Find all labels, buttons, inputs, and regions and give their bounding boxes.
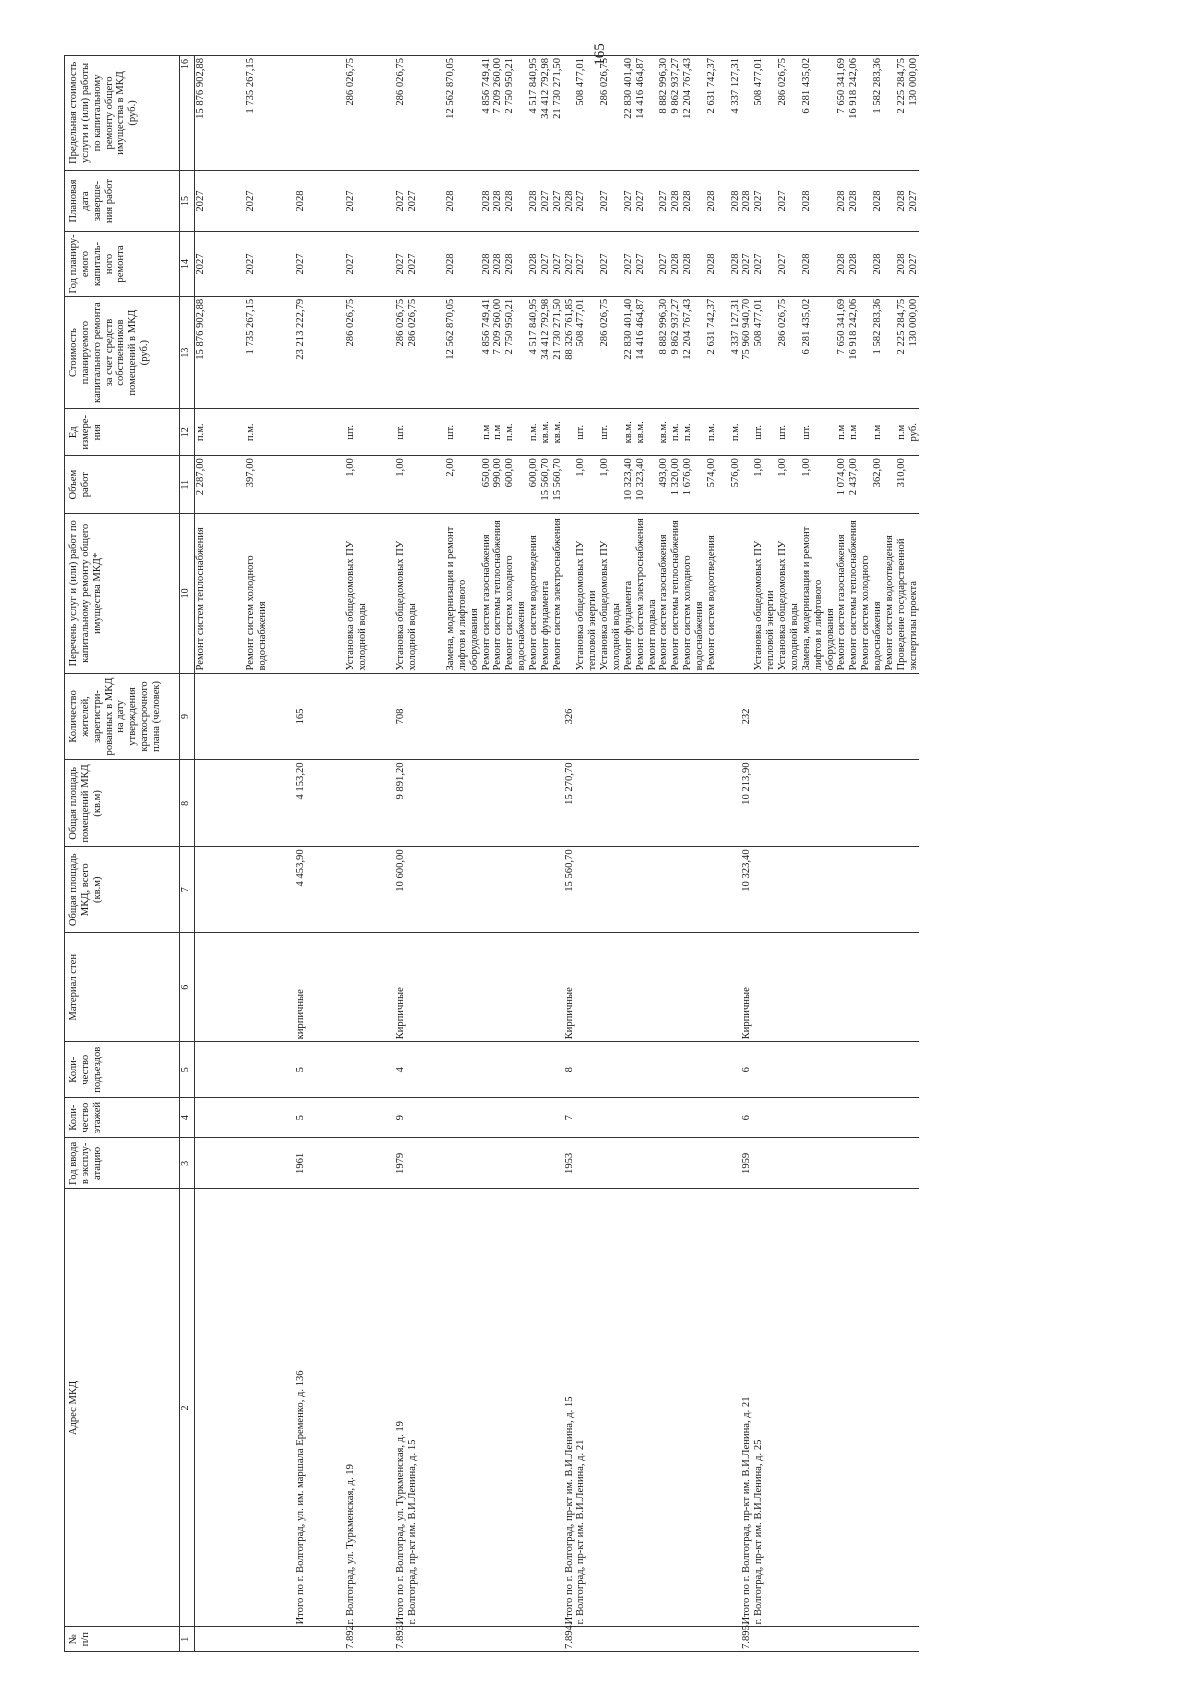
cell-material — [623, 933, 742, 1042]
cell-unit: шт. шт. — [564, 409, 623, 456]
cell-max-cost: 22 830 401,40 14 416 464,87 8 882 996,30 9 862 937,27 12 204 767,43 2 631 742,37 4 337 127,31 — [623, 56, 742, 171]
cell-entrances: 8 — [564, 1042, 623, 1098]
cell-end-date: 2028 2028 2028 — [445, 170, 504, 231]
cell-residents: 708 — [395, 673, 445, 760]
cell-unit: кв.м. кв.м. кв.м. п.м. п.м. п.м. п.м. — [623, 409, 742, 456]
cell-address: Итого по г. Волгоград, пр-кт им. В.И.Ленина, д. 21 г. Волгоград, пр-кт им. В.И.Ленина, д. 25 — [741, 1189, 919, 1627]
cell-plan-year: 2027 — [245, 232, 295, 297]
table-row — [623, 56, 742, 1652]
cell-volume: 1,00 — [345, 456, 395, 514]
cell-end-date: 2027 2027 2027 2028 2028 2028 2028 — [623, 170, 742, 231]
cell-residents: 165 — [295, 673, 345, 760]
column-header-11: Объем работ — [65, 456, 180, 514]
cell-volume: 2,00 650,00 990,00 — [445, 456, 504, 514]
cell-num — [195, 1627, 246, 1652]
cell-year: 1953 — [564, 1138, 623, 1189]
cell-works: Ремонт фундамента Ремонт систем электроснабжения Ремонт подвала Ремонт систем газоснабжения Ремонт системы теплоснабжения Ремонт систем холодного водоснабжения Ремонт систем водоотведения — [623, 514, 742, 673]
cell-residents — [195, 673, 246, 760]
cell-material — [195, 933, 246, 1042]
cell-num — [623, 1627, 742, 1652]
cell-volume: 2 287,00 — [195, 456, 246, 514]
cell-works: Ремонт систем теплоснабжения — [195, 514, 246, 673]
cell-max-cost: 508 477,01 286 026,75 6 281 435,02 7 650 341,69 16 918 242,06 1 582 283,36 2 225 284,75 130 000,00 — [741, 56, 919, 171]
cell-area-total: 10 600,00 — [395, 847, 445, 933]
table-row — [245, 56, 295, 1652]
cell-year: 1979 — [395, 1138, 445, 1189]
cell-num: 7.894. — [564, 1627, 623, 1652]
cell-plan-year: 2028 2028 2028 — [445, 232, 504, 297]
cell-area-total — [195, 847, 246, 933]
cell-residents: 326 — [564, 673, 623, 760]
cell-year — [345, 1138, 395, 1189]
column-number-9: 9 — [180, 673, 195, 760]
cell-plan-year: 2027 2027 2027 — [564, 232, 623, 297]
cell-year — [623, 1138, 742, 1189]
cell-address — [245, 1189, 295, 1627]
table-body — [195, 56, 920, 1652]
cell-entrances: 6 — [741, 1042, 919, 1098]
cell-entrances — [245, 1042, 295, 1098]
page-number: 165 — [591, 42, 608, 66]
cell-year — [195, 1138, 246, 1189]
cell-unit: шт. шт. шт. п.м п.м п.м п.м руб. — [741, 409, 919, 456]
cell-material: Кирпичные — [741, 933, 919, 1042]
cell-area-premises — [445, 760, 504, 847]
column-header-13: Стоимость планируемого капитального ремонта за счет средств собственников помещений в МКД (руб.) — [65, 296, 180, 409]
column-header-2: Адрес МКД — [65, 1189, 180, 1627]
column-number-6: 6 — [180, 933, 195, 1042]
table-row — [345, 56, 395, 1652]
cell-material — [345, 933, 395, 1042]
cell-volume: 1,00 1,00 — [564, 456, 623, 514]
column-number-2: 2 — [180, 1189, 195, 1627]
column-number-7: 7 — [180, 847, 195, 933]
cell-unit: шт. — [345, 409, 395, 456]
table-row — [741, 56, 919, 1652]
cell-cost: 286 026,75 — [345, 296, 395, 409]
cell-floors: 5 — [295, 1098, 345, 1138]
cell-residents — [245, 673, 295, 760]
cell-area-premises: 9 891,20 — [395, 760, 445, 847]
cell-num — [245, 1627, 295, 1652]
cell-works: Установка общедомовых ПУ холодной воды — [395, 514, 445, 673]
cell-address: Итого по г. Волгоград, ул. Туркменская, д. 19 г. Волгоград, пр-кт им. В.И.Ленина, д. 15 — [395, 1189, 445, 1627]
cell-floors: 7 — [564, 1098, 623, 1138]
table-row — [564, 56, 623, 1652]
cell-material — [445, 933, 504, 1042]
column-number-13: 13 — [180, 296, 195, 409]
cell-cost: 286 026,75 286 026,75 — [395, 296, 445, 409]
cell-residents — [623, 673, 742, 760]
column-header-4: Коли-чество этажей — [65, 1098, 180, 1138]
cell-volume: 600,00 600,00 15 560,70 15 560,70 — [504, 456, 563, 514]
cell-residents — [445, 673, 504, 760]
cell-end-date: 2027 — [195, 170, 246, 231]
column-header-6: Материал стен — [65, 933, 180, 1042]
cell-cost: 22 830 401,40 14 416 464,87 8 882 996,30 9 862 937,27 12 204 767,43 2 631 742,37 4 337 127,31 — [623, 296, 742, 409]
column-number-11: 11 — [180, 456, 195, 514]
cell-year — [245, 1138, 295, 1189]
rotated-page — [64, 55, 1149, 1652]
table-row — [195, 56, 246, 1652]
cell-unit: п.м. п.м. кв.м. кв.м. — [504, 409, 563, 456]
header-row — [65, 56, 180, 1652]
column-header-1: № п/п — [65, 1627, 180, 1652]
cell-area-total — [445, 847, 504, 933]
cell-entrances — [504, 1042, 563, 1098]
cell-year — [504, 1138, 563, 1189]
column-header-7: Общая площадь МКД, всего (кв.м) — [65, 847, 180, 933]
cell-area-premises — [504, 760, 563, 847]
cell-material: кирпичные — [295, 933, 345, 1042]
column-number-5: 5 — [180, 1042, 195, 1098]
cell-unit: п.м. — [245, 409, 295, 456]
column-header-15: Плановая дата заверше-ния работ — [65, 170, 180, 231]
cell-floors — [345, 1098, 395, 1138]
cell-works: Ремонт систем холодного водоснабжения Ремонт систем водоотведения Ремонт фундамента Ремонт систем электроснабжения — [504, 514, 563, 673]
table-row — [445, 56, 504, 1652]
cell-volume: 1,00 1,00 1,00 1 074,00 2 437,00 362,00 310,00 — [741, 456, 919, 514]
cell-plan-year: 2027 — [195, 232, 246, 297]
cell-end-date: 2027 — [345, 170, 395, 231]
cell-area-premises — [195, 760, 246, 847]
column-number-4: 4 — [180, 1098, 195, 1138]
cell-max-cost: 1 735 267,15 — [245, 56, 295, 171]
cell-floors — [445, 1098, 504, 1138]
cell-num — [295, 1627, 345, 1652]
cell-volume — [295, 456, 345, 514]
cell-cost: 12 562 870,05 4 856 749,41 7 209 260,00 — [445, 296, 504, 409]
cell-residents — [345, 673, 395, 760]
column-number-row — [180, 56, 195, 1652]
cell-plan-year: 2028 2028 2027 2027 — [504, 232, 563, 297]
column-number-12: 12 — [180, 409, 195, 456]
column-number-8: 8 — [180, 760, 195, 847]
cell-works: Установка общедомовых ПУ тепловой энергии Установка общедомовых ПУ холодной воды — [564, 514, 623, 673]
cell-volume: 1,00 — [395, 456, 445, 514]
cell-cost: 23 213 222,79 — [295, 296, 345, 409]
column-header-14: Год планиру-емого капиталь-ного ремонта — [65, 232, 180, 297]
cell-plan-year: 2027 2027 — [395, 232, 445, 297]
cell-area-total: 15 560,70 — [564, 847, 623, 933]
cell-year — [445, 1138, 504, 1189]
cell-end-date: 2028 2027 2027 — [564, 170, 623, 231]
cell-cost: 88 326 761,85 508 477,01 286 026,75 — [564, 296, 623, 409]
cell-volume: 397,00 — [245, 456, 295, 514]
cell-area-total — [345, 847, 395, 933]
cell-cost: 75 960 940,70 508 477,01 286 026,75 6 281 435,02 7 650 341,69 16 918 242,06 1 582 283,36 2 225 284,75 130 000,00 — [741, 296, 919, 409]
cell-area-total: 10 323,40 — [741, 847, 919, 933]
cell-address: г. Волгоград, ул. Туркменская, д. 19 — [345, 1189, 395, 1627]
cell-unit — [295, 409, 345, 456]
cell-max-cost: 286 026,75 — [395, 56, 445, 171]
cell-year: 1959 — [741, 1138, 919, 1189]
cell-works: Установка общедомовых ПУ холодной воды — [345, 514, 395, 673]
cell-works: Ремонт систем холодного водоснабжения — [245, 514, 295, 673]
cell-area-total: 4 453,90 — [295, 847, 345, 933]
cell-area-premises — [623, 760, 742, 847]
cell-entrances: 4 — [395, 1042, 445, 1098]
cell-address: Итого по г. Волгоград, ул. им. маршала Еременко, д. 136 — [295, 1189, 345, 1627]
cell-entrances — [195, 1042, 246, 1098]
cell-plan-year: 2027 2027 2027 2028 2028 2028 2028 2028 2027 — [741, 232, 919, 297]
cell-year: 1961 — [295, 1138, 345, 1189]
cell-floors: 9 — [395, 1098, 445, 1138]
cell-entrances — [445, 1042, 504, 1098]
cell-material — [245, 933, 295, 1042]
cell-max-cost: 508 477,01 286 026,75 — [564, 56, 623, 171]
cell-max-cost: 15 876 902,88 — [195, 56, 246, 171]
cell-num — [445, 1627, 504, 1652]
cell-floors — [623, 1098, 742, 1138]
cell-material — [504, 933, 563, 1042]
column-header-12: Ед измере-ния — [65, 409, 180, 456]
cell-plan-year: 2027 — [345, 232, 395, 297]
cell-floors — [195, 1098, 246, 1138]
table-row — [295, 56, 345, 1652]
column-number-15: 15 — [180, 170, 195, 231]
cell-address — [623, 1189, 742, 1627]
cell-material: Кирпичные — [564, 933, 623, 1042]
cell-max-cost: 2 750 950,21 4 517 840,95 34 412 792,98 21 730 271,50 — [504, 56, 563, 171]
table-row — [395, 56, 445, 1652]
cell-cost: 2 750 950,21 4 517 840,95 34 412 792,98 21 730 271,50 — [504, 296, 563, 409]
cell-entrances — [345, 1042, 395, 1098]
table-row — [504, 56, 563, 1652]
cell-area-premises: 15 270,70 — [564, 760, 623, 847]
cell-area-premises — [345, 760, 395, 847]
cell-plan-year: 2027 — [295, 232, 345, 297]
column-number-10: 10 — [180, 514, 195, 673]
cell-floors: 6 — [741, 1098, 919, 1138]
cell-address — [445, 1189, 504, 1627]
column-number-1: 1 — [180, 1627, 195, 1652]
cell-residents: 232 — [741, 673, 919, 760]
cell-address — [504, 1189, 563, 1627]
column-header-8: Общая площадь помещений МКД (кв.м) — [65, 760, 180, 847]
cell-cost: 15 876 902,88 — [195, 296, 246, 409]
cell-area-premises: 10 213,90 — [741, 760, 919, 847]
cell-num: 7.893. — [395, 1627, 445, 1652]
cell-material: Кирпичные — [395, 933, 445, 1042]
cell-cost: 1 735 267,15 — [245, 296, 295, 409]
cell-max-cost: 286 026,75 — [345, 56, 395, 171]
cell-volume: 10 323,40 10 323,40 493,00 1 320,00 1 676,00 574,00 576,00 — [623, 456, 742, 514]
cell-unit: п.м. — [195, 409, 246, 456]
cell-max-cost — [295, 56, 345, 171]
capital-repair-table — [64, 55, 919, 1652]
column-number-16: 16 — [180, 56, 195, 171]
cell-end-date: 2028 2028 2027 2027 — [504, 170, 563, 231]
cell-works: Замена, модернизация и ремонт лифтов и лифтового оборудования Ремонт систем газоснабжения Ремонт системы теплоснабжения — [445, 514, 504, 673]
cell-floors — [504, 1098, 563, 1138]
cell-area-total — [623, 847, 742, 933]
cell-works: Установка общедомовых ПУ тепловой энергии Установка общедомовых ПУ холодной воды Замена, модернизация и ремонт лифтов и лифтового оборудования Ремонт систем газоснабжения Ремонт системы теплоснабжения Ремонт систем холодного водоснабжения Ремонт систем водоотведения Проведение государственной экспертизы проекта — [741, 514, 919, 673]
cell-floors — [245, 1098, 295, 1138]
column-number-3: 3 — [180, 1138, 195, 1189]
cell-num: 7.892. — [345, 1627, 395, 1652]
cell-area-total — [245, 847, 295, 933]
cell-address: Итого по г. Волгоград, пр-кт им. В.И.Ленина, д. 15 г. Волгоград, пр-кт им. В.И.Ленина, д. 21 — [564, 1189, 623, 1627]
cell-plan-year: 2027 2027 2027 2028 2028 2028 2028 — [623, 232, 742, 297]
column-header-9: Количество жителей, зарегистри-рованных в МКД на дату утверждения краткосрочного плана (человек) — [65, 673, 180, 760]
cell-unit: шт. п.м п.м — [445, 409, 504, 456]
column-header-10: Перечень услуг и (или) работ по капитальному ремонту общего имущества МКД* — [65, 514, 180, 673]
cell-max-cost: 12 562 870,05 4 856 749,41 7 209 260,00 — [445, 56, 504, 171]
cell-area-total — [504, 847, 563, 933]
cell-end-date: 2027 2027 — [395, 170, 445, 231]
cell-end-date: 2028 — [295, 170, 345, 231]
cell-end-date: 2028 2027 2027 2028 2028 2028 2028 2028 2027 — [741, 170, 919, 231]
cell-residents — [504, 673, 563, 760]
column-header-16: Предельная стоимость услуги и (или) работы по капитальному ремонту общего имущества в МКД (руб.) — [65, 56, 180, 171]
column-header-5: Коли-чество подъездов — [65, 1042, 180, 1098]
cell-end-date: 2027 — [245, 170, 295, 231]
cell-address — [195, 1189, 246, 1627]
cell-works — [295, 514, 345, 673]
column-number-14: 14 — [180, 232, 195, 297]
cell-num: 7.895. — [741, 1627, 919, 1652]
cell-num — [504, 1627, 563, 1652]
cell-unit: шт. — [395, 409, 445, 456]
cell-area-premises: 4 153,20 — [295, 760, 345, 847]
column-header-3: Год ввода в эксплу-атацию — [65, 1138, 180, 1189]
cell-area-premises — [245, 760, 295, 847]
cell-entrances — [623, 1042, 742, 1098]
cell-entrances: 5 — [295, 1042, 345, 1098]
